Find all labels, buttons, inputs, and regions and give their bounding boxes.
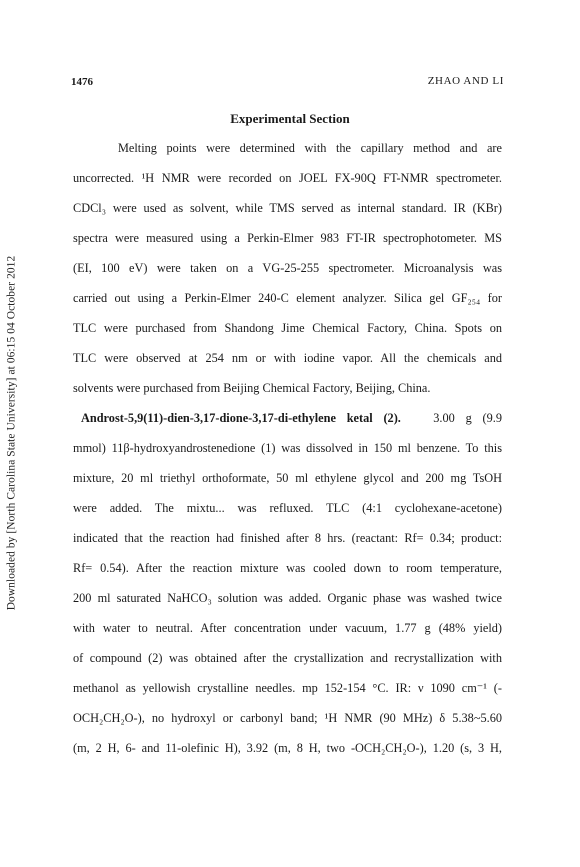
page-number: 1476 — [71, 76, 93, 88]
compound-title-rest: 3.00 g (9.9 — [433, 411, 502, 425]
text-line: CDCl₃ were used as solvent, while TMS served as internal standard. IR (KBr) — [73, 201, 502, 215]
text-line: of compound (2) was obtained after the crystallization and recrystallization with — [73, 651, 502, 665]
section-heading: Experimental Section — [230, 111, 350, 126]
text-line: Rf= 0.54). After the reaction mixture was cooled down to room temperature, — [73, 561, 502, 575]
text-line: solvents were purchased from Beijing Chemical Factory, Beijing, China. — [73, 381, 431, 395]
text-line: carried out using a Perkin-Elmer 240-C element analyzer. Silica gel GF₂₅₄ for — [73, 291, 502, 305]
compound-title-line — [81, 411, 502, 425]
text-line: were added. The mixtu... was refluxed. TLC (4:1 cyclohexane-acetone) — [73, 501, 502, 515]
download-watermark — [2, 228, 20, 638]
text-line: (m, 2 H, 6- and 11-olefinic H), 3.92 (m, 8 H, two -OCH₂CH₂O-), 1.20 (s, 3 H, — [73, 741, 502, 755]
text-line: methanol as yellowish crystalline needles. mp 152-154 °C. IR: ν 1090 cm⁻¹ (- — [73, 681, 502, 695]
text-line: 200 ml saturated NaHCO₃ solution was added. Organic phase was washed twice — [73, 591, 502, 605]
text-line: spectra were measured using a Perkin-Elmer 983 FT-IR spectrophotometer. MS — [73, 231, 502, 245]
text-line: Melting points were determined with the capillary method and are — [118, 141, 502, 155]
text-line: TLC were observed at 254 nm or with iodine vapor. All the chemicals and — [73, 351, 502, 365]
download-note: Downloaded by [North Carolina State University] at 06:15 04 October 2012 — [5, 255, 18, 611]
text-line: uncorrected. ¹H NMR were recorded on JOEL FX-90Q FT-NMR spectrometer. — [73, 171, 502, 185]
text-line: mixture, 20 ml triethyl orthoformate, 50 ml ethylene glycol and 200 mg TsOH — [73, 471, 502, 485]
text-line: OCH₂CH₂O-), no hydroxyl or carbonyl band; ¹H NMR (90 MHz) δ 5.38~5.60 — [73, 711, 502, 725]
compound-title: Androst-5,9(11)-dien-3,17-dione-3,17-di-ethylene ketal (2). — [81, 411, 401, 425]
text-line: with water to neutral. After concentration under vacuum, 1.77 g (48% yield) — [73, 621, 502, 635]
text-line: (EI, 100 eV) were taken on a VG-25-255 spectrometer. Microanalysis was — [73, 261, 502, 275]
text-line: mmol) 11β-hydroxyandrostenedione (1) was dissolved in 150 ml benzene. To this — [73, 441, 502, 455]
text-line: TLC were purchased from Shandong Jime Chemical Factory, China. Spots on — [73, 321, 502, 335]
running-head: ZHAO AND LI — [427, 75, 504, 87]
text-line: indicated that the reaction had finished after 8 hrs. (reactant: Rf= 0.34; product: — [73, 531, 502, 545]
